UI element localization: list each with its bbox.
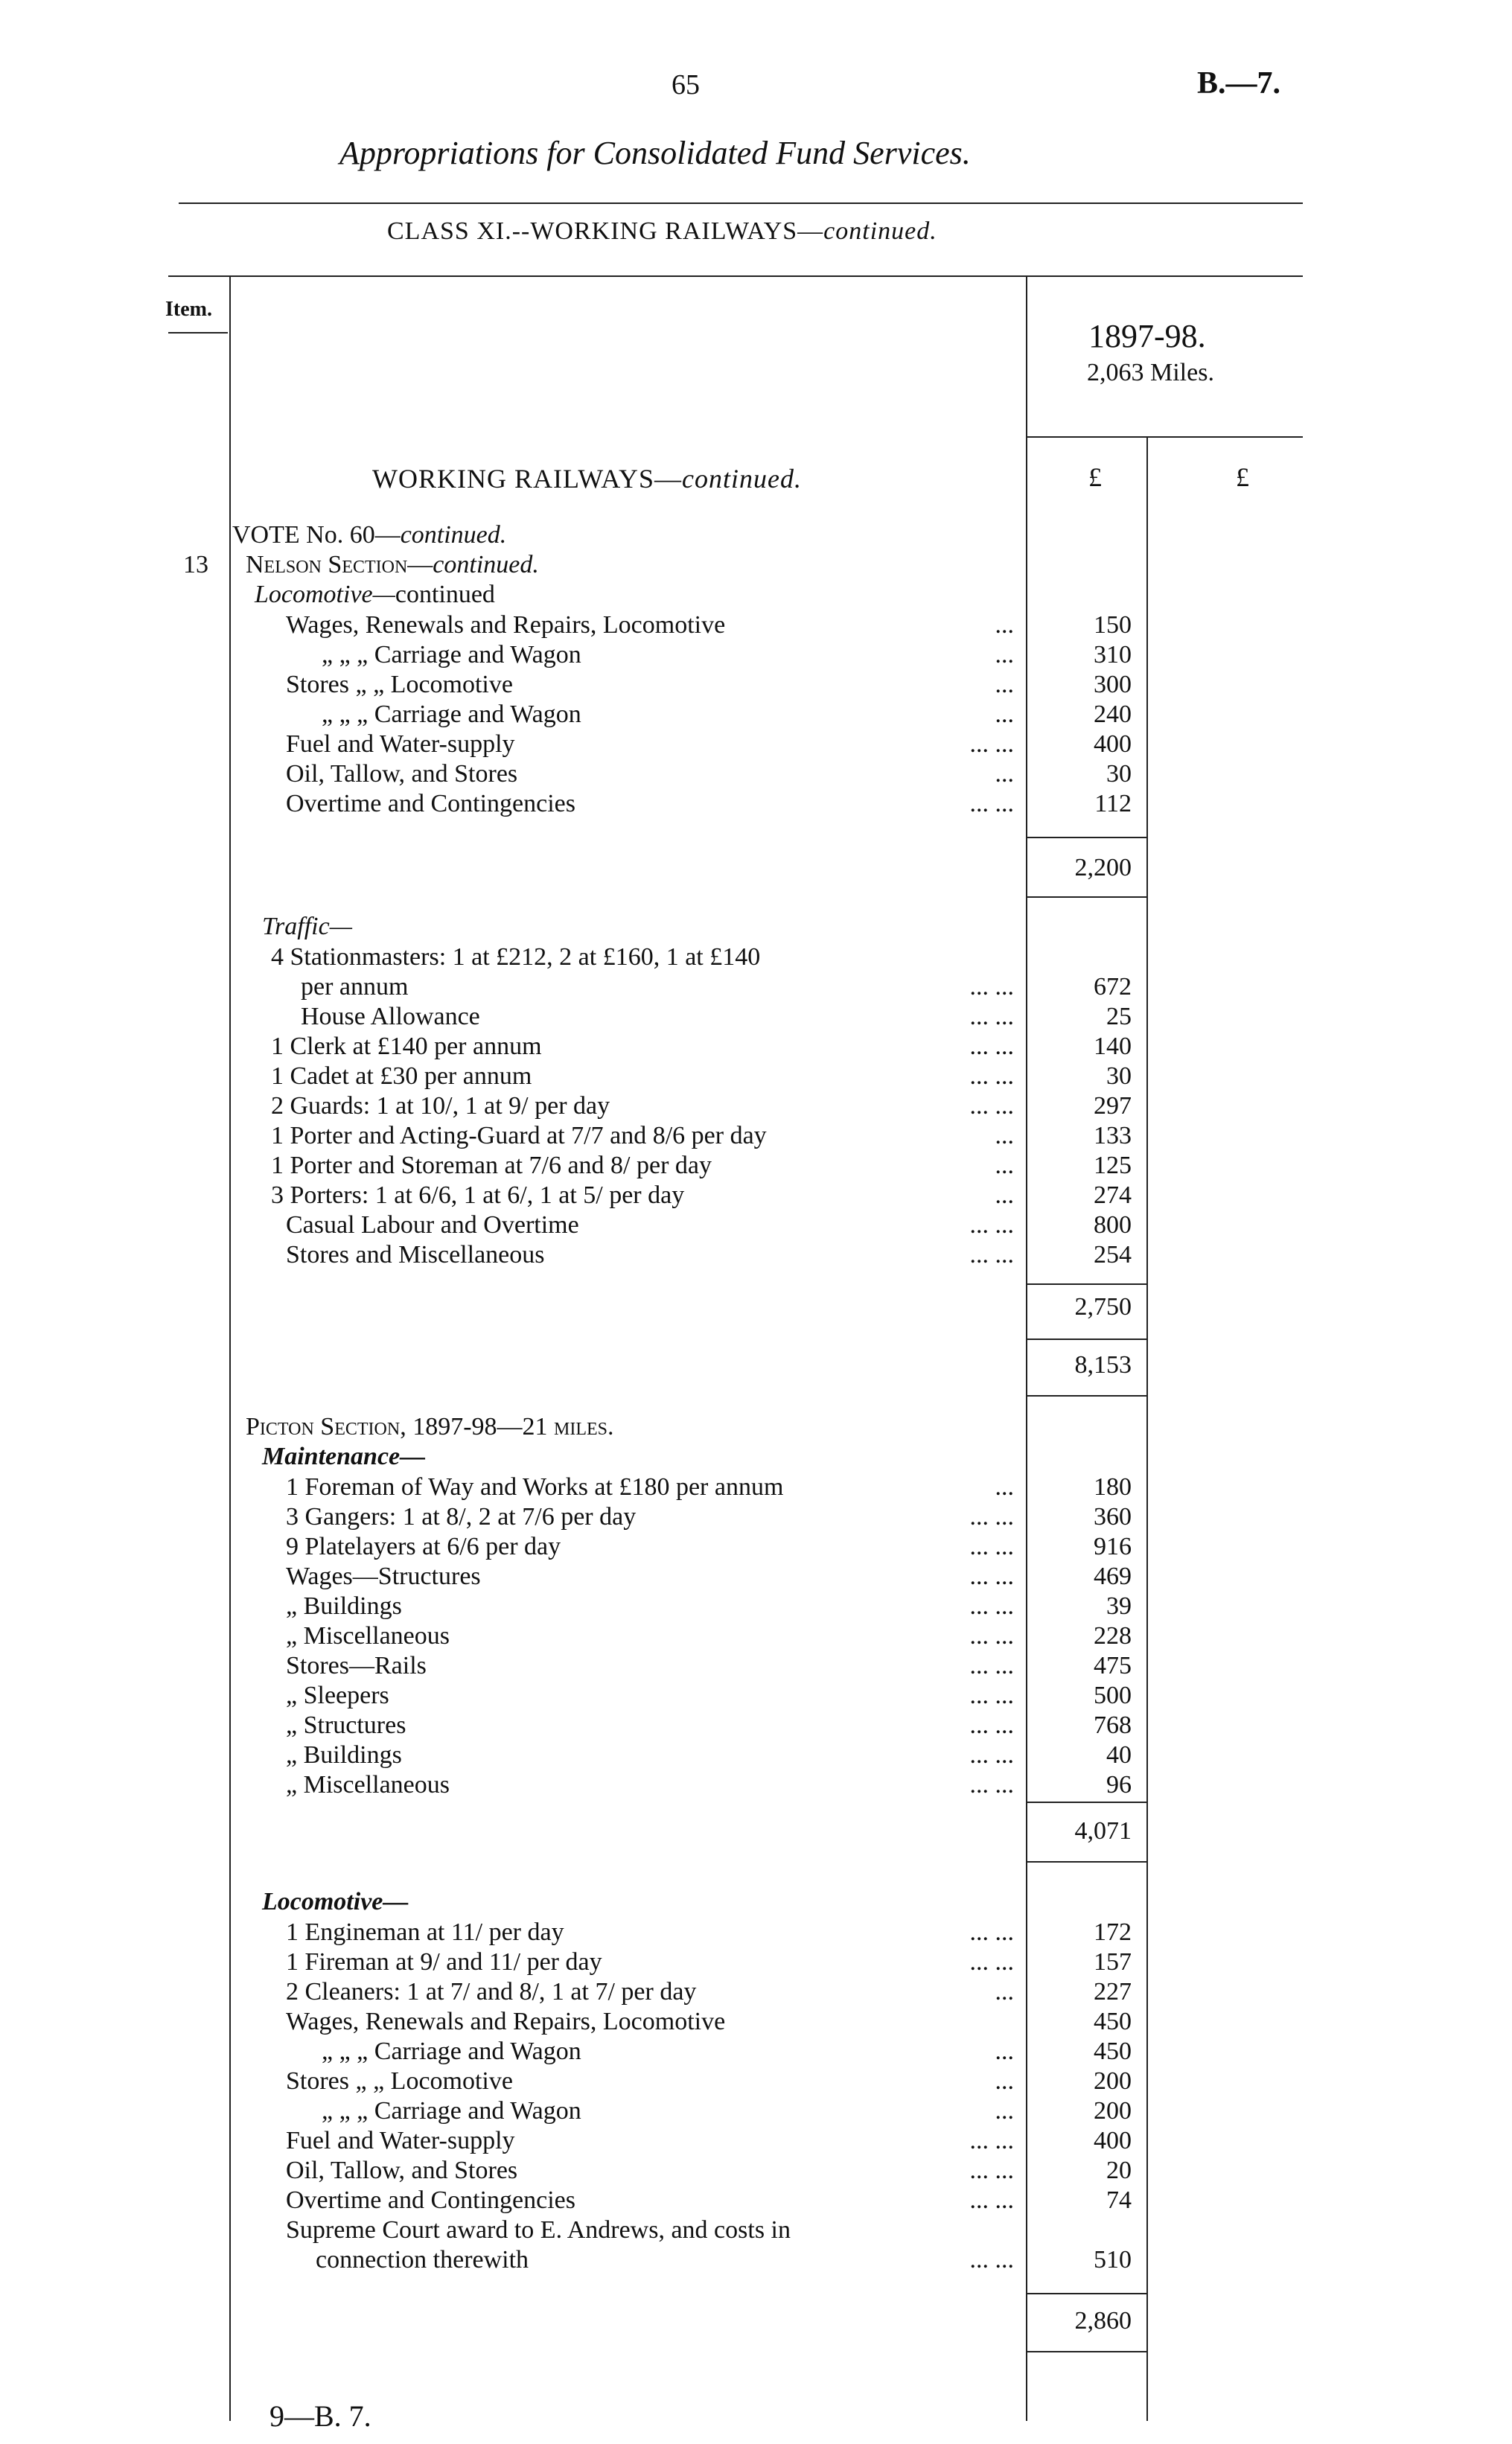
- line-item: [0, 1151, 1161, 1181]
- line-item-amount: 150: [1094, 611, 1132, 639]
- line-item-amount: 30: [1106, 760, 1132, 788]
- line-item-amount: 450: [1094, 2038, 1132, 2065]
- line-item-amount: 300: [1094, 671, 1132, 698]
- subtotal-rule: [1027, 2293, 1146, 2294]
- line-item: [0, 2126, 1161, 2156]
- miles-heading: 2,063 Miles.: [1087, 359, 1214, 386]
- leader-dots: ... ...: [969, 790, 1014, 817]
- line-item-label: Stores „ „ Locomotive: [286, 671, 513, 698]
- line-item: [0, 759, 1161, 789]
- line-item: [0, 2156, 1161, 2186]
- leader-dots: ... ...: [969, 1682, 1014, 1709]
- leader-dots: ...: [995, 2097, 1014, 2125]
- leader-dots: ...: [995, 1473, 1014, 1501]
- line-item: [0, 2067, 1161, 2096]
- line-item-label: 1 Clerk at £140 per annum: [271, 1033, 542, 1060]
- line-item: [0, 670, 1161, 700]
- leader-dots: ...: [995, 1181, 1014, 1209]
- subtotal-rule: [1027, 1283, 1146, 1285]
- leader-dots: ... ...: [969, 1092, 1014, 1120]
- line-item-amount: 450: [1094, 2008, 1132, 2035]
- leader-dots: ... ...: [969, 2127, 1014, 2154]
- leader-dots: ...: [995, 1978, 1014, 2006]
- subtotal-rule: [1027, 1802, 1146, 1803]
- line-item-label: 1 Porter and Acting-Guard at 7/7 and 8/6 per day: [271, 1122, 767, 1149]
- leader-dots: ... ...: [969, 1622, 1014, 1650]
- line-item: [0, 610, 1161, 640]
- line-item: [0, 942, 1161, 972]
- line-item-label: Overtime and Contingencies: [286, 790, 576, 817]
- page-title: Appropriations for Consolidated Fund Services.: [339, 135, 971, 171]
- line-item-label: „ Buildings: [286, 1592, 402, 1620]
- line-item-label: Fuel and Water-supply: [286, 2127, 515, 2154]
- line-item-label: 1 Engineman at 11/ per day: [286, 1918, 564, 1946]
- line-item-amount: 39: [1106, 1592, 1132, 1620]
- pound-column-2: £: [1236, 462, 1249, 492]
- line-item-amount: 672: [1094, 973, 1132, 1001]
- line-item-amount: 200: [1094, 2067, 1132, 2095]
- line-item-label: Stores „ „ Locomotive: [286, 2067, 513, 2095]
- line-item-amount: 96: [1106, 1771, 1132, 1799]
- line-item: [0, 1918, 1161, 1947]
- picton-section-heading: Picton Section, 1897-98—21 miles.: [246, 1413, 614, 1440]
- line-item-amount: 768: [1094, 1711, 1132, 1739]
- line-item: [0, 2096, 1161, 2126]
- line-item: [0, 1473, 1161, 1502]
- leader-dots: ... ...: [969, 1062, 1014, 1090]
- line-item-amount: 310: [1094, 641, 1132, 669]
- leader-dots: ... ...: [969, 973, 1014, 1001]
- leader-dots: ...: [995, 1152, 1014, 1179]
- line-item: [0, 1977, 1161, 2007]
- title-rule: [179, 202, 1303, 204]
- line-item-amount: 469: [1094, 1563, 1132, 1590]
- item-label-rule: [168, 332, 228, 334]
- line-item: [0, 640, 1161, 670]
- leader-dots: ... ...: [969, 1771, 1014, 1799]
- line-item-label: 3 Porters: 1 at 6/6, 1 at 6/, 1 at 5/ per day: [271, 1181, 685, 1209]
- leader-dots: ... ...: [969, 1918, 1014, 1946]
- line-item: [0, 1592, 1161, 1621]
- subtotal-rule: [1027, 1339, 1146, 1340]
- line-item-label: Fuel and Water-supply: [286, 730, 515, 758]
- line-item-label: „ „ „ Carriage and Wagon: [322, 701, 581, 728]
- line-item-label: „ „ „ Carriage and Wagon: [322, 2038, 581, 2065]
- line-item: [0, 972, 1161, 1002]
- line-item-label: 2 Cleaners: 1 at 7/ and 8/, 1 at 7/ per day: [286, 1978, 697, 2006]
- leader-dots: ...: [995, 760, 1014, 788]
- leader-dots: ... ...: [969, 1533, 1014, 1560]
- line-item-amount: 40: [1106, 1741, 1132, 1769]
- subtotal-rule: [1027, 896, 1146, 898]
- line-item: [0, 730, 1161, 759]
- line-item-label: 2 Guards: 1 at 10/, 1 at 9/ per day: [271, 1092, 610, 1120]
- line-item-amount: 400: [1094, 2127, 1132, 2154]
- line-item: [0, 1032, 1161, 1062]
- nelson-section-total: 8,153: [1074, 1351, 1132, 1379]
- line-item-amount: 400: [1094, 730, 1132, 758]
- line-item: [0, 2245, 1161, 2275]
- line-item-amount: 500: [1094, 1682, 1132, 1709]
- line-item: [0, 1502, 1161, 1532]
- line-item-amount: 227: [1094, 1978, 1132, 2006]
- vote-heading: VOTE No. 60—continued.: [232, 521, 507, 549]
- line-item-amount: 140: [1094, 1033, 1132, 1060]
- line-item-amount: 74: [1106, 2186, 1132, 2214]
- line-item: [0, 1240, 1161, 1270]
- line-item: [0, 1091, 1161, 1121]
- line-item-label: Oil, Tallow, and Stores: [286, 760, 518, 788]
- line-item: [0, 789, 1161, 819]
- line-item-amount: 112: [1094, 790, 1132, 817]
- picton-locomotive-heading: Locomotive—: [262, 1888, 409, 1915]
- line-item-label: 3 Gangers: 1 at 8/, 2 at 7/6 per day: [286, 1503, 637, 1531]
- leader-dots: ... ...: [969, 2157, 1014, 2184]
- line-item-label: 4 Stationmasters: 1 at £212, 2 at £160, 1 at £140: [271, 943, 761, 971]
- leader-dots: ... ...: [969, 730, 1014, 758]
- line-item-amount: 510: [1094, 2246, 1132, 2274]
- class-title: CLASS XI.--WORKING RAILWAYS—continued.: [387, 217, 937, 245]
- leader-dots: ...: [995, 641, 1014, 669]
- subtotal-rule: [1027, 837, 1146, 838]
- leader-dots: ... ...: [969, 1711, 1014, 1739]
- line-item-label: „ Buildings: [286, 1741, 402, 1769]
- line-item-label: Stores and Miscellaneous: [286, 1241, 545, 1269]
- traffic-heading: Traffic—: [262, 913, 352, 940]
- line-item: [0, 1002, 1161, 1032]
- line-item-amount: 25: [1106, 1003, 1132, 1030]
- line-item: [0, 1770, 1161, 1800]
- line-item-amount: 916: [1094, 1533, 1132, 1560]
- line-item: [0, 1741, 1161, 1770]
- nelson-locomotive-total: 2,200: [1074, 854, 1132, 881]
- subtotal-rule: [1027, 1861, 1146, 1863]
- maintenance-heading: Maintenance—: [262, 1443, 426, 1470]
- line-item: [0, 2215, 1161, 2245]
- line-item-amount: 157: [1094, 1948, 1132, 1976]
- leader-dots: ... ...: [969, 1592, 1014, 1620]
- leader-dots: ... ...: [969, 2246, 1014, 2274]
- line-item-amount: 800: [1094, 1211, 1132, 1239]
- line-item-amount: 133: [1094, 1122, 1132, 1149]
- line-item-label: Supreme Court award to E. Andrews, and costs in: [286, 2216, 791, 2244]
- leader-dots: ... ...: [969, 1003, 1014, 1030]
- locomotive-heading: Locomotive—continued: [255, 581, 495, 608]
- pound-column-1: £: [1088, 462, 1102, 492]
- line-item: [0, 1210, 1161, 1240]
- line-item-label: connection therewith: [316, 2246, 529, 2274]
- leader-dots: ... ...: [969, 1948, 1014, 1976]
- line-item-label: „ Structures: [286, 1711, 406, 1739]
- leader-dots: ... ...: [969, 1241, 1014, 1269]
- leader-dots: ...: [995, 671, 1014, 698]
- leader-dots: ... ...: [969, 1563, 1014, 1590]
- leader-dots: ... ...: [969, 2186, 1014, 2214]
- leader-dots: ... ...: [969, 1652, 1014, 1679]
- line-item-label: Oil, Tallow, and Stores: [286, 2157, 518, 2184]
- line-item-amount: 20: [1106, 2157, 1132, 2184]
- line-item-label: 1 Cadet at £30 per annum: [271, 1062, 532, 1090]
- line-item-amount: 240: [1094, 701, 1132, 728]
- nelson-section-heading: Nelson Section—continued.: [246, 551, 539, 578]
- line-item-label: Wages—Structures: [286, 1563, 481, 1590]
- leader-dots: ...: [995, 701, 1014, 728]
- line-item-amount: 254: [1094, 1241, 1132, 1269]
- line-item: [0, 700, 1161, 730]
- subtotal-rule: [1027, 2351, 1146, 2352]
- line-item-amount: 30: [1106, 1062, 1132, 1090]
- line-item-amount: 475: [1094, 1652, 1132, 1679]
- item-number: 13: [183, 551, 208, 578]
- line-item-amount: 125: [1094, 1152, 1132, 1179]
- footer-signature: 9—B. 7.: [269, 2399, 371, 2433]
- line-item: [0, 1181, 1161, 1210]
- traffic-total: 2,750: [1074, 1293, 1132, 1321]
- subtotal-rule: [1027, 1395, 1146, 1397]
- line-item-label: Wages, Renewals and Repairs, Locomotive: [286, 2008, 726, 2035]
- picton-locomotive-total: 2,860: [1074, 2307, 1132, 2335]
- line-item: [0, 1947, 1161, 1977]
- line-item-label: „ Miscellaneous: [286, 1771, 450, 1799]
- item-column-label: Item.: [165, 298, 212, 321]
- line-item-label: „ Miscellaneous: [286, 1622, 450, 1650]
- line-item-amount: 228: [1094, 1622, 1132, 1650]
- line-item: [0, 1062, 1161, 1091]
- line-item-label: 1 Fireman at 9/ and 11/ per day: [286, 1948, 602, 1976]
- line-item: [0, 1621, 1161, 1651]
- leader-dots: ...: [995, 2038, 1014, 2065]
- line-item-label: 9 Platelayers at 6/6 per day: [286, 1533, 561, 1560]
- year-heading: 1897-98.: [1088, 318, 1206, 354]
- document-code: B.—7.: [1197, 66, 1281, 100]
- line-item-amount: 172: [1094, 1918, 1132, 1946]
- line-item-label: per annum: [301, 973, 409, 1001]
- line-item-label: Stores—Rails: [286, 1652, 427, 1679]
- line-item: [0, 1711, 1161, 1741]
- line-item: [0, 2037, 1161, 2067]
- table-top-rule: [168, 275, 1303, 277]
- line-item-label: „ „ „ Carriage and Wagon: [322, 2097, 581, 2125]
- line-item-amount: 200: [1094, 2097, 1132, 2125]
- year-header-rule: [1027, 436, 1303, 438]
- line-item: [0, 1532, 1161, 1562]
- line-item: [0, 1121, 1161, 1151]
- picton-maintenance-total: 4,071: [1074, 1817, 1132, 1845]
- leader-dots: ... ...: [969, 1033, 1014, 1060]
- line-item-label: 1 Foreman of Way and Works at £180 per annum: [286, 1473, 784, 1501]
- line-item: [0, 1562, 1161, 1592]
- line-item: [0, 1681, 1161, 1711]
- line-item: [0, 1651, 1161, 1681]
- leader-dots: ...: [995, 2067, 1014, 2095]
- line-item-label: House Allowance: [301, 1003, 480, 1030]
- line-item-label: Wages, Renewals and Repairs, Locomotive: [286, 611, 726, 639]
- line-item-label: „ „ „ Carriage and Wagon: [322, 641, 581, 669]
- leader-dots: ... ...: [969, 1503, 1014, 1531]
- line-item-label: Overtime and Contingencies: [286, 2186, 576, 2214]
- line-item-label: „ Sleepers: [286, 1682, 389, 1709]
- line-item: [0, 2186, 1161, 2215]
- line-item-label: 1 Porter and Storeman at 7/6 and 8/ per day: [271, 1152, 712, 1179]
- section-heading: WORKING RAILWAYS—continued.: [372, 464, 802, 494]
- leader-dots: ...: [995, 1122, 1014, 1149]
- leader-dots: ...: [995, 611, 1014, 639]
- line-item: [0, 2007, 1161, 2037]
- leader-dots: ... ...: [969, 1211, 1014, 1239]
- line-item-amount: 297: [1094, 1092, 1132, 1120]
- line-item-amount: 360: [1094, 1503, 1132, 1531]
- line-item-label: Casual Labour and Overtime: [286, 1211, 579, 1239]
- page-number: 65: [672, 69, 700, 100]
- line-item-amount: 180: [1094, 1473, 1132, 1501]
- line-item-amount: 274: [1094, 1181, 1132, 1209]
- leader-dots: ... ...: [969, 1741, 1014, 1769]
